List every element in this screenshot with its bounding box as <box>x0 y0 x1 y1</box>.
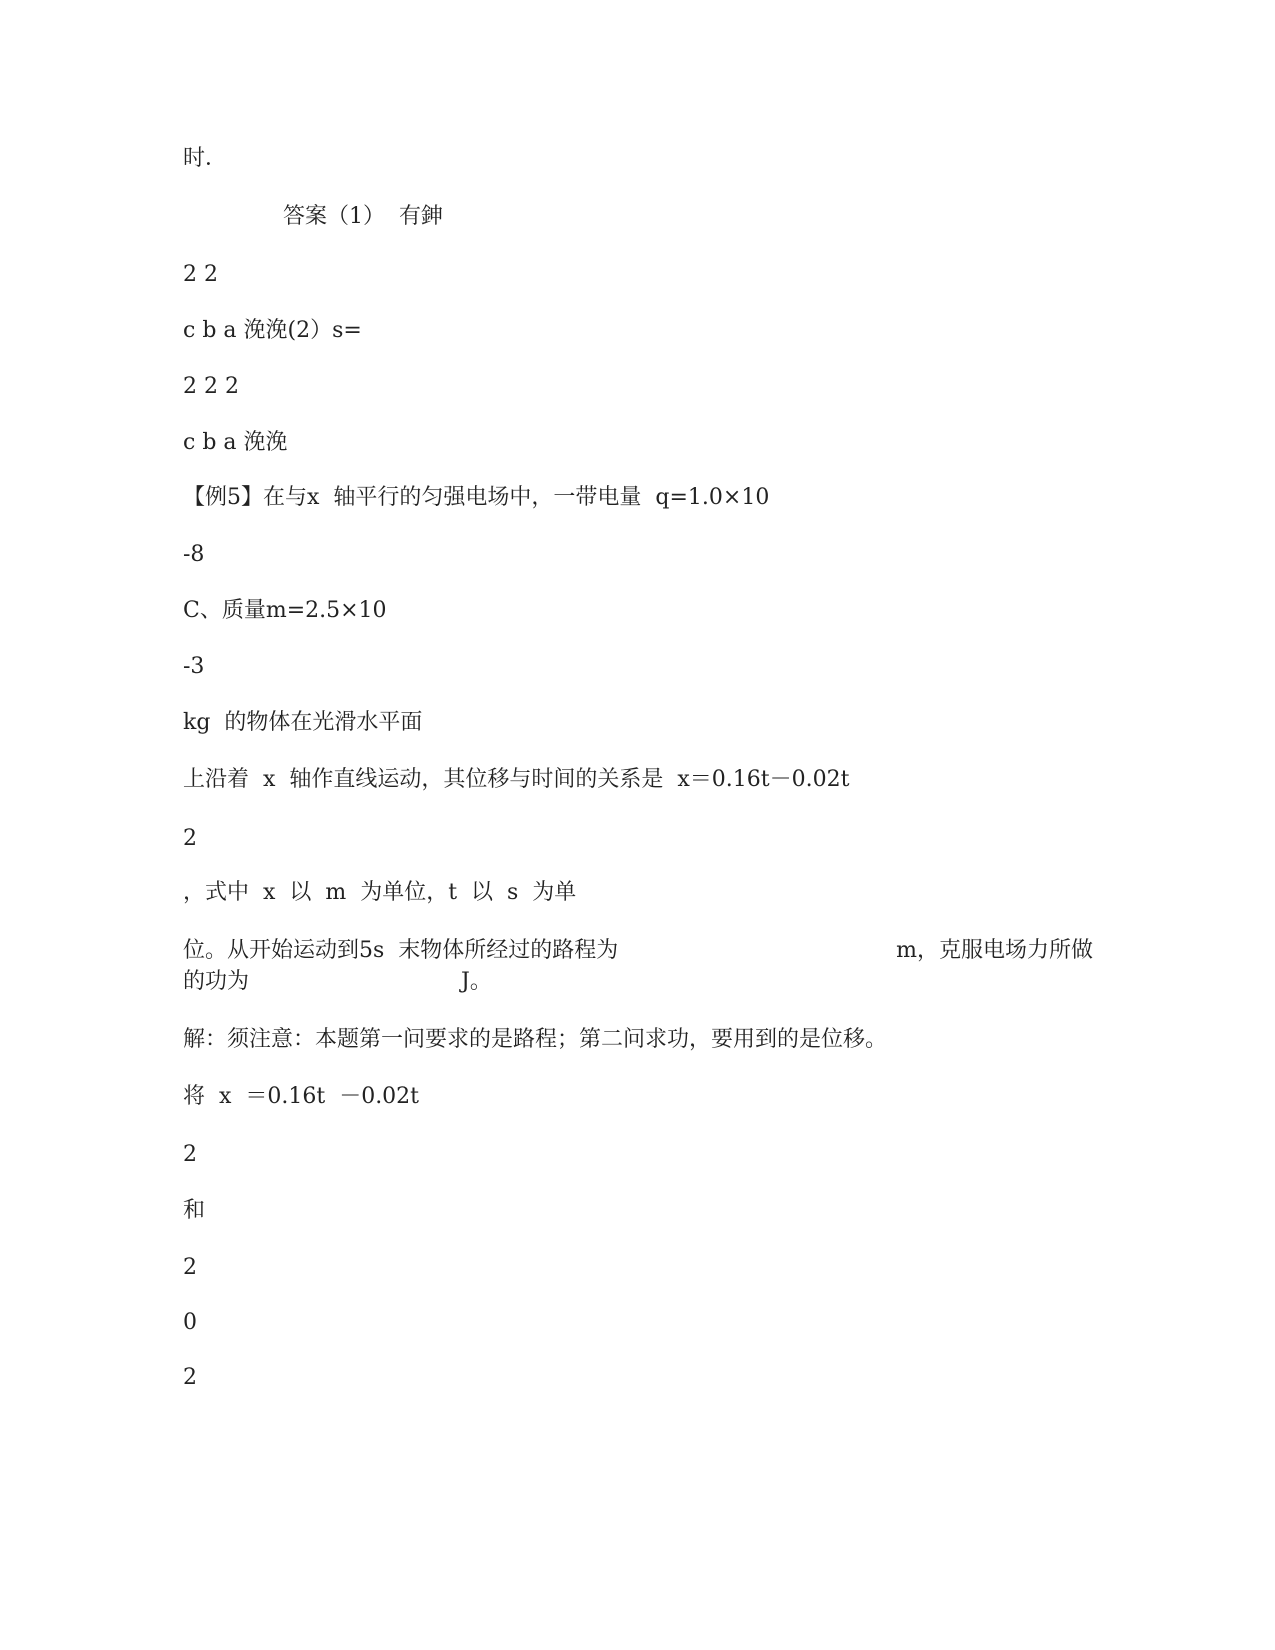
text-line-9: C、质量m=2.5×10 <box>183 598 387 623</box>
text-line-23: 2 <box>183 1365 197 1390</box>
solution-line: 解：须注意：本题第一问要求的是路程；第二问求功，要用到的是位移。 <box>183 1027 888 1052</box>
example-heading-line: 【例5】在与x 轴平行的匀强电场中，一带电量 q=1.0×10 <box>183 485 770 510</box>
text-line-22: 0 <box>183 1310 197 1335</box>
question-line-1 <box>183 937 1093 965</box>
formula-line: 将 x ＝0.16t －0.02t <box>183 1084 420 1109</box>
question-text-part-2: m，克服电场力所做 <box>896 938 1093 963</box>
question-line-2 <box>183 968 583 996</box>
text-line-20: 和 <box>183 1198 206 1223</box>
exponent-line-3: 2 <box>183 826 197 851</box>
text-line-6: c b a 浼浼 <box>183 430 288 455</box>
text-line-5: 2 2 2 <box>183 374 239 399</box>
text-line-1: 时． <box>183 146 228 171</box>
question-text-part-4: J。 <box>461 969 492 994</box>
text-line-21: 2 <box>183 1255 197 1280</box>
text-line-11: kg 的物体在光滑水平面 <box>183 710 423 735</box>
question-text-part-1: 位。从开始运动到5s 末物体所经过的路程为 <box>183 938 619 963</box>
exponent-line-4: 2 <box>183 1142 197 1167</box>
exponent-line-2: -3 <box>183 654 205 679</box>
question-text-part-3: 的功为 <box>183 969 250 994</box>
text-line-3: 2 2 <box>183 262 218 287</box>
text-line-4: c b a 浼浼(2）s= <box>183 318 362 343</box>
text-line-14: ，式中 x 以 m 为单位，t 以 s 为单 <box>183 880 577 905</box>
answer-line: 答案（1） 有鉮 <box>283 204 443 229</box>
exponent-line-1: -8 <box>183 542 205 567</box>
text-line-12: 上沿着 x 轴作直线运动，其位移与时间的关系是 x＝0.16t－0.02t <box>183 767 850 792</box>
